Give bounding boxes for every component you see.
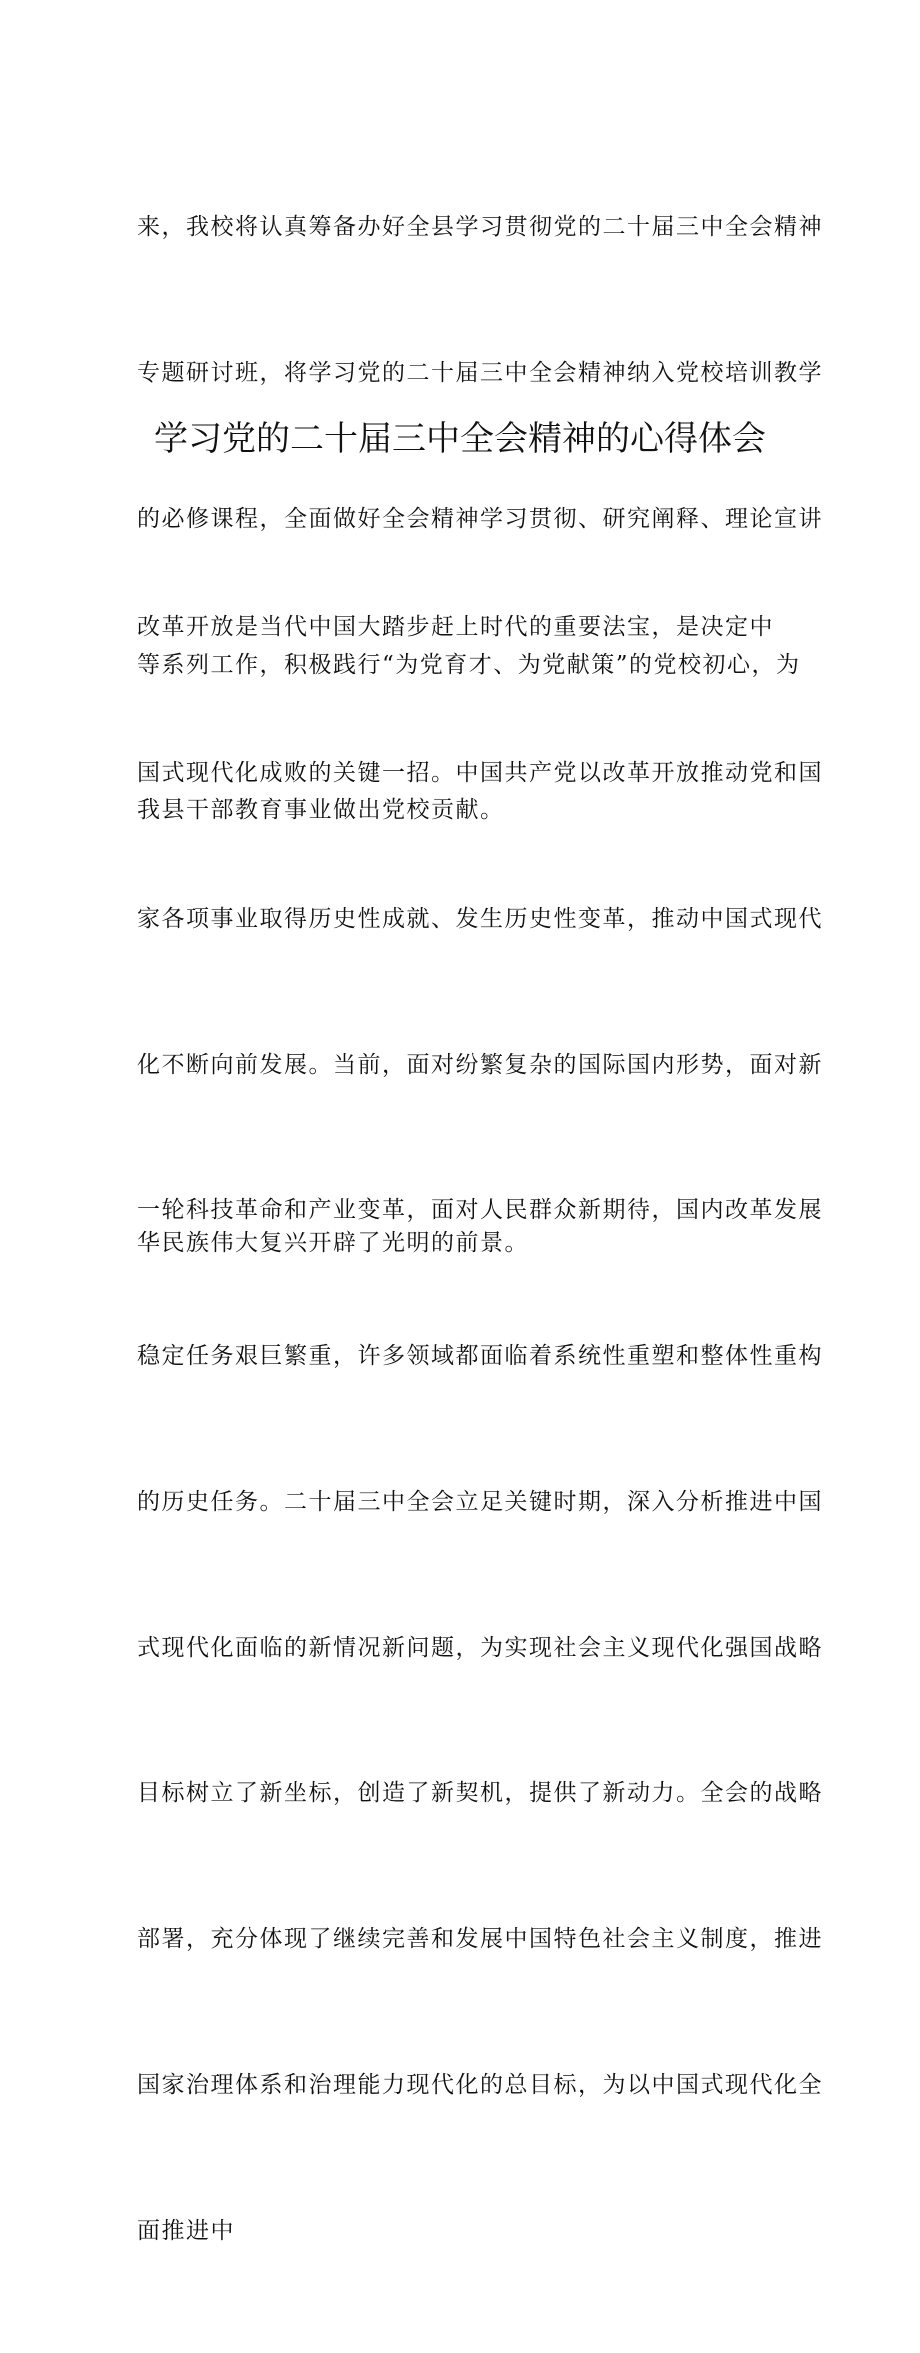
tail-paragraph bbox=[137, 1122, 823, 1365]
body-line: 家各项事业取得历史性成就、发生历史性变革，推动中国式现代 bbox=[137, 905, 823, 932]
body-line: 部署，充分体现了继续完善和发展中国特色社会主义制度，推进 bbox=[137, 1926, 823, 1953]
tail-line: 华民族伟大复兴开辟了光明的前景。 bbox=[137, 1230, 529, 1257]
body-line: 一轮科技革命和产业变革，面对人民群众新期待，国内改革发展 bbox=[137, 1197, 823, 1224]
section-heading: 学习党的二十届三中全会精神的心得体会 bbox=[154, 419, 766, 459]
body-line: 目标树立了新坐标，创造了新契机，提供了新动力。全会的战略 bbox=[137, 1780, 823, 1807]
body-line: 式现代化面临的新情况新问题，为实现社会主义现代化强国战略 bbox=[137, 1634, 823, 1661]
intro-line: 等系列工作，积极践行“为党育才、为党献策”的党校初心，为 bbox=[137, 651, 801, 678]
body-line: 化不断向前发展。当前，面对纷繁复杂的国际国内形势，面对新 bbox=[137, 1051, 823, 1078]
body-line: 的历史任务。二十届三中全会立足关键时期，深入分析推进中国 bbox=[137, 1488, 823, 1515]
intro-line: 的必修课程，全面做好全会精神学习贯彻、研究阐释、理论宣讲 bbox=[137, 505, 823, 532]
body-line: 改革开放是当代中国大踏步赶上时代的重要法宝，是决定中 bbox=[137, 614, 774, 641]
body-line: 面推进中 bbox=[137, 2217, 235, 2244]
body-line: 国式现代化成败的关键一招。中国共产党以改革开放推动党和国 bbox=[137, 759, 823, 786]
intro-line: 来，我校将认真筹备办好全县学习贯彻党的二十届三中全会精神 bbox=[137, 214, 823, 241]
intro-line: 我县干部教育事业做出党校贡献。 bbox=[137, 797, 505, 824]
body-paragraph bbox=[137, 506, 823, 2353]
body-line: 国家治理体系和治理能力现代化的总目标，为以中国式现代化全 bbox=[137, 2072, 823, 2098]
body-line: 稳定任务艰巨繁重，许多领域都面临着系统性重塑和整体性重构 bbox=[137, 1343, 823, 1370]
intro-line: 专题研讨班，将学习党的二十届三中全会精神纳入党校培训教学 bbox=[137, 359, 823, 386]
